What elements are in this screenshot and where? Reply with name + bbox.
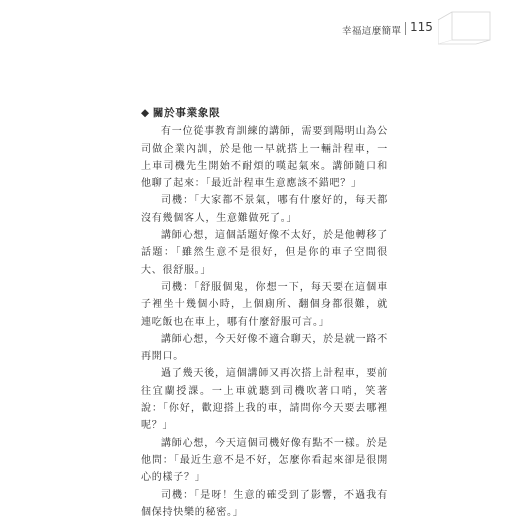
page-number: 115 xyxy=(410,20,433,34)
section-heading xyxy=(141,105,388,122)
corner-cube-decoration xyxy=(438,10,494,46)
paragraph: 過了幾天後，這個講師又再次搭上計程車，要前往宜蘭授課。一上車就聽到司機吹著口哨，笑著說：「你好，歡迎搭上我的車，請問你今天要去哪裡呢？」 xyxy=(141,368,388,432)
section-heading-text: 關於事業象限 xyxy=(152,107,221,119)
paragraph: 講師心想，今天這個司機好像有點不一樣。於是他問：「最近生意不是不好，怎麼你看起來卻是很開心的樣子？」 xyxy=(141,437,388,484)
paragraph: 司機：「大家都不景氣，哪有什麼好的，每天都沒有幾個客人，生意難做死了。」 xyxy=(141,195,388,224)
diamond-bullet-icon: ◆ xyxy=(141,107,150,119)
header-divider xyxy=(405,22,406,35)
page-body xyxy=(141,105,388,521)
paragraph: 司機：「是呀！生意的確受到了影響，不過我有個保持快樂的秘密。」 xyxy=(141,489,388,518)
paragraph: 有一位從事教育訓練的講師，需要到陽明山為公司做企業內訓，於是他一早就搭上一輛計程車，一上車司機先生開始不耐煩的嘆起氣來。講師隨口和他聊了起來：「最近計程車生意應該不錯吧？」 xyxy=(141,126,388,190)
book-title: 幸福這麼簡單 xyxy=(342,26,402,37)
paragraph: 講師心想，今天好像不適合聊天，於是就一路不再開口。 xyxy=(141,333,388,363)
paragraph: 司機：「舒服個鬼，你想一下，每天要在這個車子裡坐十幾個小時，上個廁所、翻個身都很難，就連吃飯也在車上，哪有什麼舒服可言。」 xyxy=(141,281,388,328)
paragraph: 講師心想，這個話題好像不太好，於是他轉移了話題：「雖然生意不是很好，但是你的車子空間很大、很舒服。」 xyxy=(141,230,388,276)
